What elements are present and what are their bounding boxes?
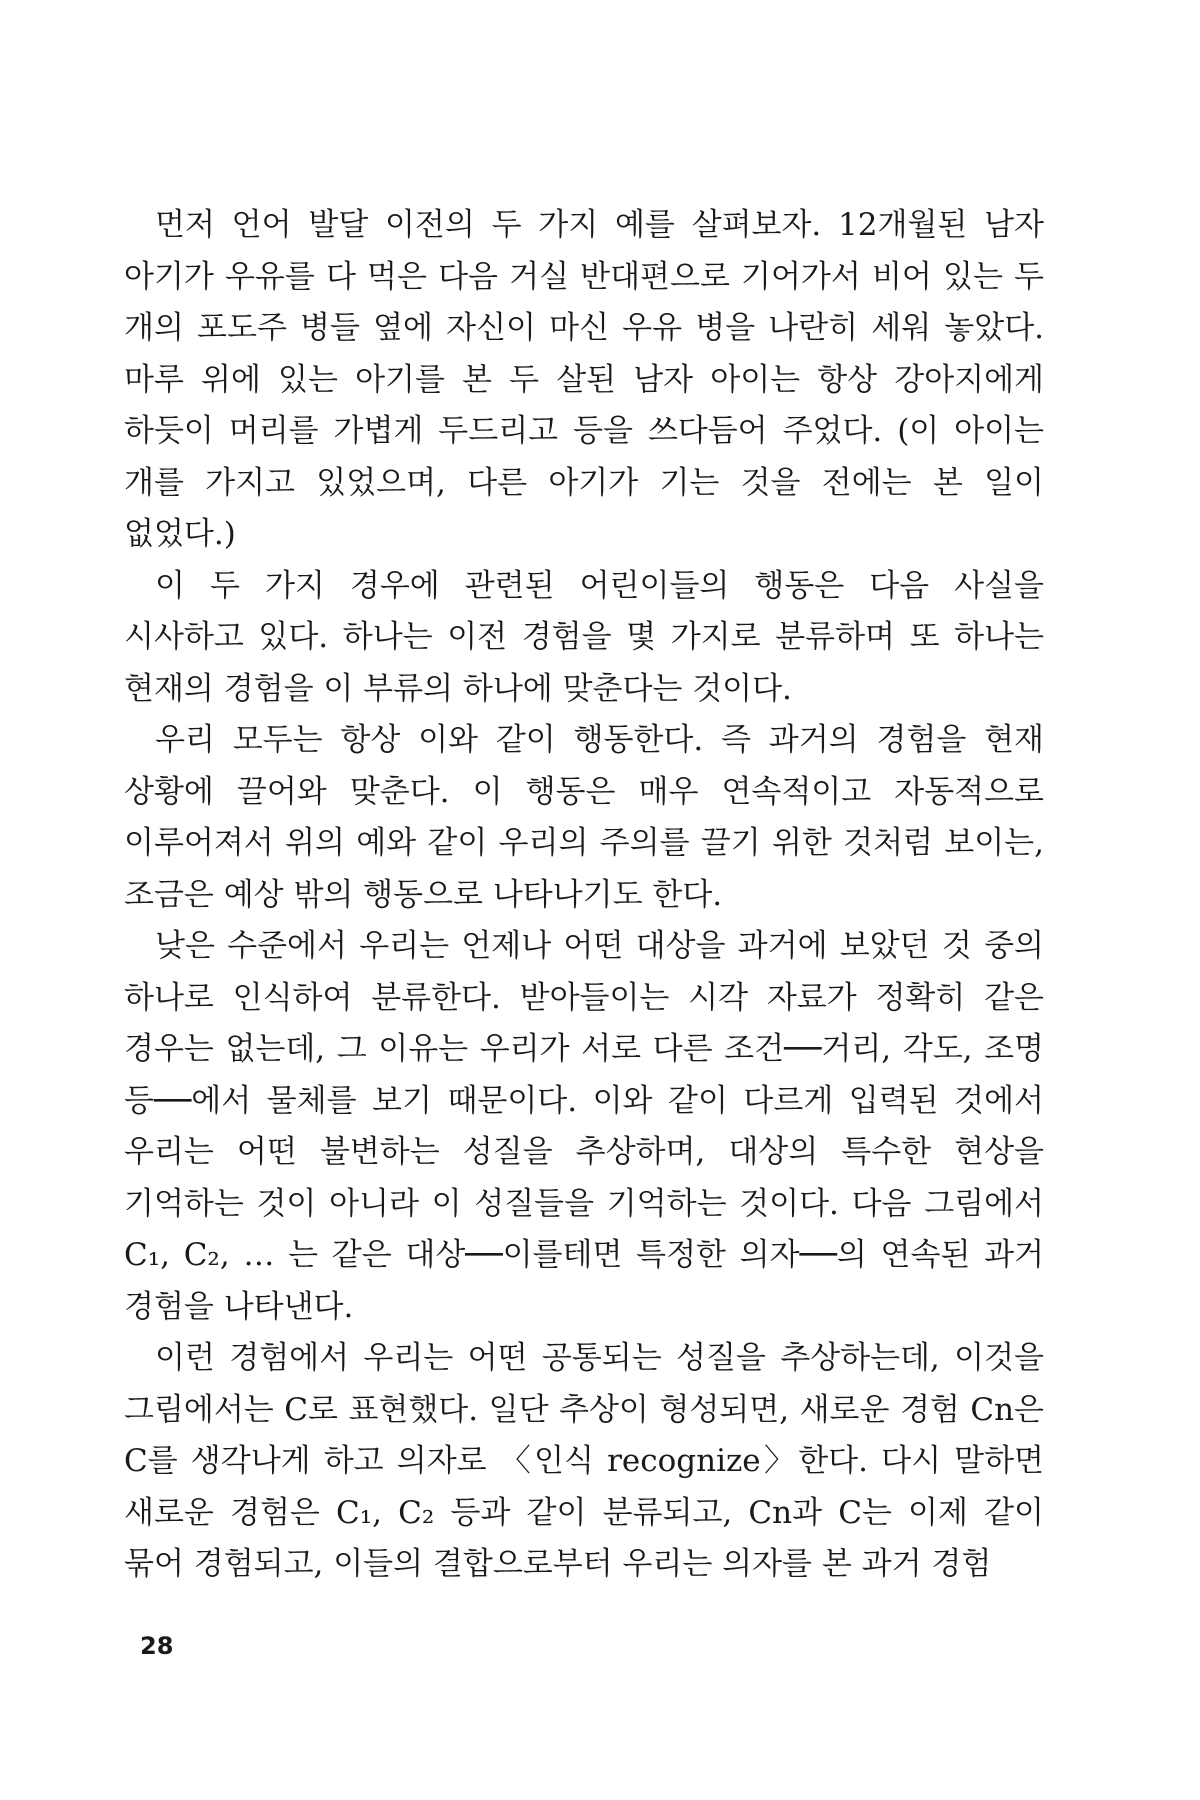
page-number: 28 xyxy=(140,1632,174,1660)
body-text xyxy=(124,200,1044,1591)
paragraph-5: 이런 경험에서 우리는 어떤 공통되는 성질을 추상하는데, 이것을 그림에서는 C로 표현했다. 일단 추상이 형성되면, 새로운 경험 Cn은 C를 생각나게 하고 의자로 〈인식 recognize〉한다. 다시 말하면 새로운 경험은 C₁, C₂ 등과 같이 분류되고, Cn과 C는 이제 같이 묶어 경험되고, 이들의 결합으로부터 우리는 의자를 본 과거 경험 xyxy=(124,1340,1044,1582)
paragraph-4: 낮은 수준에서 우리는 언제나 어떤 대상을 과거에 보았던 것 중의 하나로 인식하여 분류한다. 받아들이는 시각 자료가 정확히 같은 경우는 없는데, 그 이유는 우리가 서로 다른 조건──거리, 각도, 조명 등──에서 물체를 보기 때문이다. 이와 같이 다르게 입력된 것에서 우리는 어떤 불변하는 성질을 추상하며, 대상의 특수한 현상을 기억하는 것이 아니라 이 성질들을 기억하는 것이다. 다음 그림에서 C₁, C₂, … 는 같은 대상──이를테면 특정한 의자──의 연속된 과거 경험을 나타낸다. xyxy=(124,928,1044,1325)
paragraph-1: 먼저 언어 발달 이전의 두 가지 예를 살펴보자. 12개월된 남자 아기가 우유를 다 먹은 다음 거실 반대편으로 기어가서 비어 있는 두 개의 포도주 병들 옆에 자신이 마신 우유 병을 나란히 세워 놓았다. 마루 위에 있는 아기를 본 두 살된 남자 아이는 항상 강아지에게 하듯이 머리를 가볍게 두드리고 등을 쓰다듬어 주었다. (이 아이는 개를 가지고 있었으며, 다른 아기가 기는 것을 전에는 본 일이 없었다.) xyxy=(124,207,1044,552)
paragraph-2: 이 두 가지 경우에 관련된 어린이들의 행동은 다음 사실을 시사하고 있다. 하나는 이전 경험을 몇 가지로 분류하며 또 하나는 현재의 경험을 이 부류의 하나에 맞춘다는 것이다. xyxy=(124,567,1044,707)
paragraph-3: 우리 모두는 항상 이와 같이 행동한다. 즉 과거의 경험을 현재 상황에 끌어와 맞춘다. 이 행동은 매우 연속적이고 자동적으로 이루어져서 위의 예와 같이 우리의 주의를 끌기 위한 것처럼 보이는, 조금은 예상 밖의 행동으로 나타나기도 한다. xyxy=(124,722,1044,913)
